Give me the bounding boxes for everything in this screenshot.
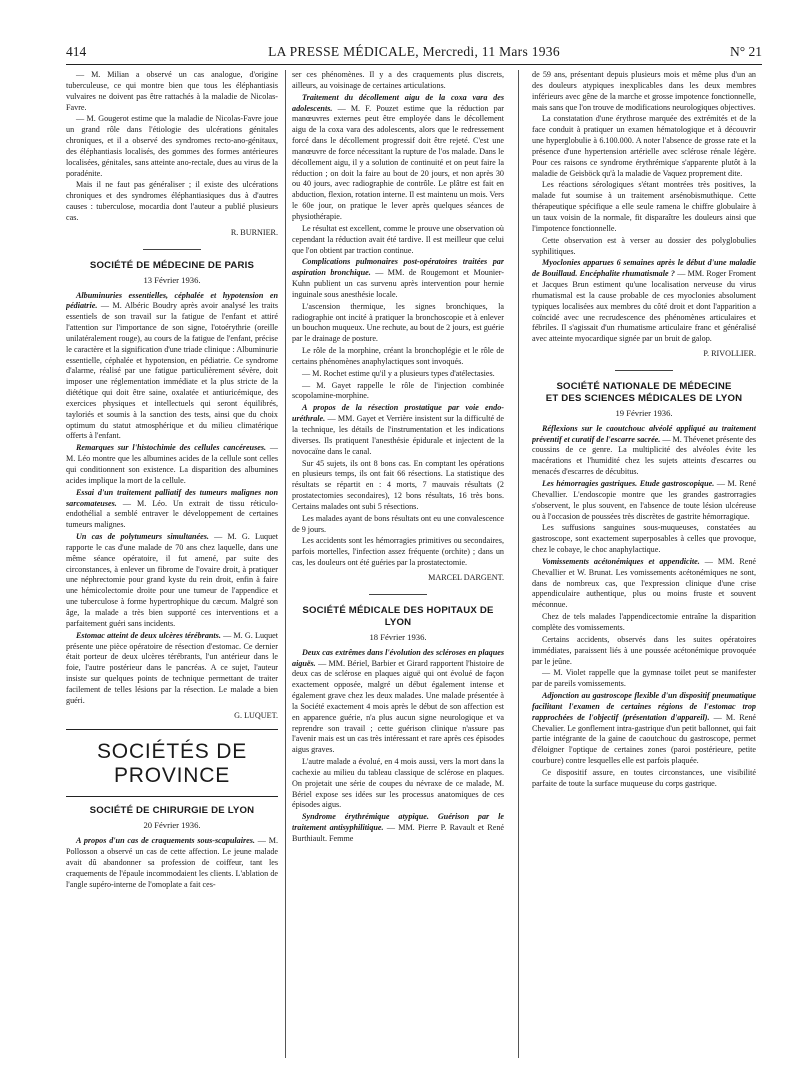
article — [66, 291, 278, 443]
paragraph: ser ces phénomènes. Il y a des craquements plus discrets, ailleurs, au voisinage de certaines articulations. — [292, 70, 504, 90]
article — [66, 532, 278, 630]
article — [292, 812, 504, 845]
paragraph: Les malades ayant de bons résultats ont eu une convalescence de 9 jours. — [292, 513, 504, 534]
society-title — [532, 381, 756, 405]
paragraph: Cette observation est à verser au dossier des polyglobulies syphilitiques. — [532, 235, 756, 256]
section-divider — [615, 370, 673, 371]
paragraph: Ce dispositif assure, en toutes circonstances, une visibilité parfaite de toute la surface muqueuse du corps gastrique. — [532, 767, 756, 788]
paragraph: Les accidents sont les hémorragies primitives ou secondaires, parfois mortelles, l'infection assez fréquente (orchite) ; dans un cas, les douleurs ont été guéries par la prostatectomie. — [292, 536, 504, 568]
page-number: 414 — [66, 44, 87, 59]
article — [532, 258, 756, 345]
column-separator — [518, 70, 519, 1058]
article — [66, 631, 278, 707]
article-text: — M. René Chevallier. L'endoscopie montre que les grandes gastrorragies s'observent, le plus souvent, en l'absence de toute lésion ulcéreuse ou à l'occasion de poussées très discrètes de gastrite hémorragique. — [532, 479, 756, 521]
paragraph: Chez de tels malades l'appendicectomie entraîne la disparition complète des vomissements. — [532, 612, 756, 632]
society-title: SOCIÉTÉ DE MÉDECINE DE PARIS — [89, 259, 255, 271]
article-title: Un cas de polytumeurs simultanées. — [76, 532, 209, 542]
article-title: Vomissements acétonémiques et appendicite. — [542, 556, 700, 566]
paragraph: Sur 45 sujets, ils ont 8 bons cas. En comptant les opérations en plusieurs temps, ils ont fait 66 résections. La statistique des résultats se répartit en : 4 morts, 7 mauvais résultats (2 prostatectomies secondaires), 12 bons résultats, 16 très bons. Certains malades ont subi 5 résections. — [292, 458, 504, 511]
article — [292, 93, 504, 223]
author-signature: G. LUQUET. — [234, 710, 278, 720]
article — [532, 479, 756, 522]
article-title: A propos d'un cas de craquements sous-scapulaires. — [76, 836, 255, 846]
article-text: — MM. Roger Froment et Jacques Brun estiment qu'une localisation nerveuse du virus rhumatismal est la cause probable de ces myoclonies absolument typiques localisées aux membres du côté droit et dont l'apparition a coïncidé avec une recrudescence des phénomènes articulaires et fébriles. Il s'agissait d'un rhumatisme articulaire franc et généralisé avec atteinte myocardique signée par un bruit de galop. — [532, 269, 756, 344]
column-separator — [285, 70, 286, 1058]
article-text: — MM. Pierre P. Ravault et René Burthiault. Femme — [292, 823, 504, 843]
article-title: Les hémorragies gastriques. Etude gastroscopique. — [542, 479, 715, 488]
article — [66, 443, 278, 486]
article-text: — M. Thévenet présente des coussins de ce genre. La multiplicité des alvéoles évite les macérations et l'humidité chez les sujets atteints d'escarres ou menacés d'escarres de décubitus. — [532, 434, 756, 477]
article — [532, 557, 756, 611]
article — [532, 691, 756, 767]
article-text: — M. Léo. Un extrait de tissu réticulo-endothélial a semblé entraver le développement de certaines tumeurs malignes. — [66, 498, 278, 530]
article-text: — M. Pollosson a observé un cas de cette affection. Le jeune malade avait dû abandonner sa profession de coiffeur, tant les craquements de l'épaule incommodaient les clients. L'ablation de l'angle supéro-interne de l'omoplate a fait ces- — [66, 836, 278, 889]
paragraph: Certains accidents, observés dans les suites opératoires immédiates, paraissent liés à une poussée acétonémique provoquée par le jeûne. — [532, 634, 756, 666]
society-title-line: ET DES SCIENCES MÉDICALES DE LYON — [545, 392, 743, 404]
article-text: — M. René Chevalier. Le gonflement intra-gastrique d'un petit ballonnet, qui fait partie intégrante de la gaine de caoutchouc du gastroscope, permet d'éloigner l'optique de certaines zones (paroi postérieure, petite courbure) contre lesquelles elle est parfois plaquée. — [532, 712, 756, 766]
article-text: — MM. Bériel, Barbier et Girard rapportent l'histoire de deux cas de sclérose en plaques aiguë qui ont évolué de façon exactement opposée, malgré un début également intense et également grave chez les deux malades. Une malade présentée à la Société exactement 4 mois après le début de son affection est en apparence guérie, n'a plus aucun signe neurologique et va reprendre son travail ; cette guérison clinique n'assure pas l'avenir mais est un cas très intéressant et rare après ces épisodes aigus graves. — [292, 658, 504, 755]
article-title: Syndrome érythrémique atypique. Guérison par le traitement antisyphilitique. — [292, 812, 504, 833]
society-title: SOCIÉTÉ MÉDICALE DES HOPITAUX DE LYON — [302, 604, 494, 628]
paragraph: L'autre malade a évolué, en 4 mois aussi, vers la mort dans la cachexie au milieu du tableau classique de sclérose en plaques. On projetait une série de coupes du névraxe de ce malade, M. Bériel expose ses idées sur les processus anatomiques de ces épisodes aigus. — [292, 757, 504, 810]
article-title: Réflexions sur le caoutchouc alvéolé appliqué au traitement préventif et curatif de l'escarre sacrée. — [532, 423, 756, 444]
article-text: — MM. René Chevallier et W. Brunat. Les vomissements acétonémiques ne sont, dans de nombreux cas, que l'expression clinique d'une crise appendiculaire authentique, plus ou moins fruste et souvent méconnue. — [532, 556, 756, 610]
session-date: 19 Février 1936. — [615, 407, 673, 418]
section-heading: SOCIÉTÉS DE PROVINCE — [97, 740, 247, 788]
article-title: Complications pulmonaires post-opératoires traitées par aspiration bronchique. — [292, 257, 504, 278]
article-text: — M. G. Luquet rapporte le cas d'une malade de 70 ans chez laquelle, dans une même séance opératoire, il fut amené, par suite des circonstances, à enlever un fibrome de l'ovaire droit, à pratiquer une néphrectomie pour grand kyste du rein droit, enfin à faire une hémicolectomie droite pour une tumeur de l'appendice et une tuberculose à forme hypertrophique du cæcum. Malgré son âge, la malade a très bien supporté ces interventions et a parfaitement guéri sans incidents. — [66, 532, 278, 628]
article-title: Deux cas extrêmes dans l'évolution des scléroses en plaques aiguës. — [292, 647, 504, 668]
paragraph: Les suffusions sanguines sous-muqueuses, constatées au gastroscope, sont exactement superposables à celles que provoque, chez le cobaye, le choc anaphylactique. — [532, 523, 756, 555]
article — [292, 257, 504, 300]
article-text: — M. G. Luquet présente une pièce opératoire de résection d'estomac. Ce dernier était porteur de deux ulcères térébrants, l'un antérieur dans le foie, l'autre postérieur dans le pancréas. A ce sujet, l'auteur insiste sur quelques points de technique permettant de traiter facilement de telles lésions par la résection. Le malade a bien guéri. — [66, 630, 278, 705]
article-text: — M. Léo montre que les albumines acides de la cellule sont celles qui conditionnent son existence. La disparition des albumines acides implique la mort de la cellule. — [66, 443, 278, 485]
paragraph: L'ascension thermique, les signes bronchiques, la radiographie ont incité à pratiquer la bronchoscopie et à enlever un bouchon muqueux. Une rechute, au bout de 2 jours, est guérie par le drainage de posture. — [292, 301, 504, 344]
article-text: — MM. Gayet et Verrière insistent sur la difficulté de la technique, les détails de l'instrumentation et les indications diverses. Ils pratiquent l'anesthésie épidurale et injectent de la novocaïne dans le canal. — [292, 414, 504, 456]
header-rule — [66, 64, 762, 65]
column-1 — [66, 70, 278, 1070]
paragraph: — M. Rochet estime qu'il y a plusieurs types d'atélectasies. — [302, 368, 495, 378]
section-divider — [66, 729, 278, 730]
author-signature: MARCEL DARGENT. — [428, 572, 504, 582]
paragraph: Les réactions sérologiques s'étant montrées très positives, la malade fut soumise à un traitement arsénobismuthique. Cette thérapeutique spécifique a elle seule ramena le chiffre globulaire à un taux voisin de la normale, fit disparaître les douleurs ainsi que l'impotence fonctionnelle. — [532, 180, 756, 233]
article — [292, 403, 504, 457]
article-text: — M. Albéric Boudry après avoir analysé les traits essentiels de son travail sur la fatigue de l'enfant et attiré l'attention sur l'importance de son signe, l'otoérythrie (oreille unilatéralement rouge), au cours de la fatigue de l'enfant, précise le caractère et la signification d'une triade clinique : Albuminurie essentielle, céphalée et hypotension, en pédiatrie. Ce syndrome d'alarme, réalisé par une fatigue particulièrement sévère, doit imposer une réglementation immédiate et la plus stricte de la diététique qui doit être saine, oxalatée et antiuricémique, des exercices physiques et intellectuels qui seront équilibrés, tayloriés et soumis à la sanction des tests, ainsi que du choix optimum du statut atmosphérique et du milieu climatérique offerts à l'enfant. — [66, 301, 278, 441]
paragraph: — M. Gougerot estime que la maladie de Nicolas-Favre joue un grand rôle dans l'étiologie des ulcérations génitales chroniques, et il a observé des syndromes recto-ano-génitaux, des éléphantiasis localisés, des gommes des formes antérieures localisées, génitales, sans atteinte ano-rectale, dues au virus de la poradénite. — [66, 114, 278, 178]
society-title: SOCIÉTÉ DE CHIRURGIE DE LYON — [89, 805, 255, 817]
session-date: 13 Février 1936. — [143, 274, 201, 285]
society-title-line: SOCIÉTÉ NATIONALE DE MÉDECINE — [556, 380, 732, 392]
section-divider — [369, 594, 427, 595]
paragraph: — M. Milian a observé un cas analogue, d'origine tuberculeuse, ce qui montre bien que tous les éléphantiasis vulvaires ne doivent pas être rattachés à la maladie de Nicolas-Favre. — [66, 70, 278, 112]
page-header — [66, 44, 762, 64]
article-title: Adjonction au gastroscope flexible d'un dispositif pneumatique facilitant l'examen de certaines régions de l'estomac trop rapprochées de l'objectif (présentation d'appareil). — [532, 691, 756, 722]
article-title: Remarques sur l'histochimie des cellules cancéreuses. — [76, 443, 267, 453]
column-3 — [532, 70, 756, 1070]
article — [66, 836, 278, 890]
section-divider — [143, 249, 201, 250]
paragraph: Mais il ne faut pas généraliser ; il existe des ulcérations chroniques et des syndromes éléphantiasiques dus à d'autres causes : tuberculose, mocardia dont l'auteur a publié plusieurs cas. — [66, 180, 278, 222]
article — [66, 488, 278, 531]
article-title: Albuminuries essentielles, céphalée et hypotension en pédiatrie. — [66, 290, 278, 311]
journal-title: LA PRESSE MÉDICALE, Mercredi, 11 Mars 1936 — [268, 44, 560, 59]
article-title: A propos de la résection prostatique par voie endo-uréthrale. — [292, 403, 504, 424]
article-title: Estomac atteint de deux ulcères térébrants. — [76, 630, 221, 640]
paragraph: Le rôle de la morphine, créant la bronchoplégie et le rôle de certains phénomènes anaphylactiques sont invoqués. — [292, 346, 504, 366]
article-title: Traitement du décollement aigu de la coxa vara des adolescents. — [292, 92, 504, 113]
article-text: — M. F. Pouzet estime que la réduction par manœuvres externes peut être employée dans le décollement aigu de la coxa vara des adolescents, alors que le redressement forcé dans le décollement progressif doit être rejeté. C'est une manœuvre de force nécessitant la rupture de l'os malade. Dans le décollement aigu, il y a solution de continuité et on peut faire la réduction ; on doit la faire au bout de 20 jours, et non après 30 ou 40 jours, avec radiographie de contrôle. Le plâtre est fait en abduction, flexion, rotation interne. Il est maintenu un mois. Vers le 60e jour, on pratique le lever après quelques séances de physiothérapie. — [292, 103, 504, 221]
article — [532, 424, 756, 478]
paragraph: La constatation d'une érythrose marquée des extrémités et de la face conduit à pratiquer un examen hématologique et à découvrir une hyperglobulie à 6.100.000. A noter l'absence de grosse rate et la présence d'une hypertension artérielle avec sclérose rénale légère. Pour ces raisons ce syndrome érythrémique s'apparente plutôt à la maladie de Geisböck qu'à la maladie de Vaquez proprement dite. — [532, 114, 756, 178]
paragraph: — M. Gayet rappelle le rôle de l'injection combinée scopolamine-morphine. — [292, 380, 504, 401]
article-title: Myoclonies apparues 6 semaines après le début d'une maladie de Bouillaud. Encéphalite rhumatismale ? — [532, 258, 756, 279]
issue-number: N° 21 — [729, 44, 762, 59]
paragraph: — M. Violet rappelle que la gymnase toilet peut se manifester par de pareils vomissements. — [532, 668, 756, 689]
paragraph: Le résultat est excellent, comme le prouve une observation où cependant la réduction avait été tardive. Il est meilleur que celui que l'on obtient par traction continue. — [292, 223, 504, 255]
section-divider — [66, 796, 278, 797]
session-date: 20 Février 1936. — [143, 820, 201, 831]
article-text: — MM. de Rougemont et Mounier-Kuhn publient un cas survenu après intervention pour hernie inguinale sous anesthésie locale. — [292, 268, 504, 299]
author-signature: R. BURNIER. — [230, 227, 278, 237]
article-title: Essai d'un traitement palliatif des tumeurs malignes non sarcomateuses. — [66, 487, 278, 508]
session-date: 18 Février 1936. — [369, 631, 427, 642]
column-2 — [292, 70, 504, 1070]
author-signature: P. RIVOLLIER. — [703, 349, 756, 359]
paragraph: de 59 ans, présentant depuis plusieurs mois et même plus d'un an des douleurs atypiques inexplicables dans les deux membres inférieurs avec gêne de la marche et grosse impotence fonctionnelle, mais sans que l'on trouve de modifications neurologiques objectives. — [532, 70, 756, 112]
article — [292, 648, 504, 756]
